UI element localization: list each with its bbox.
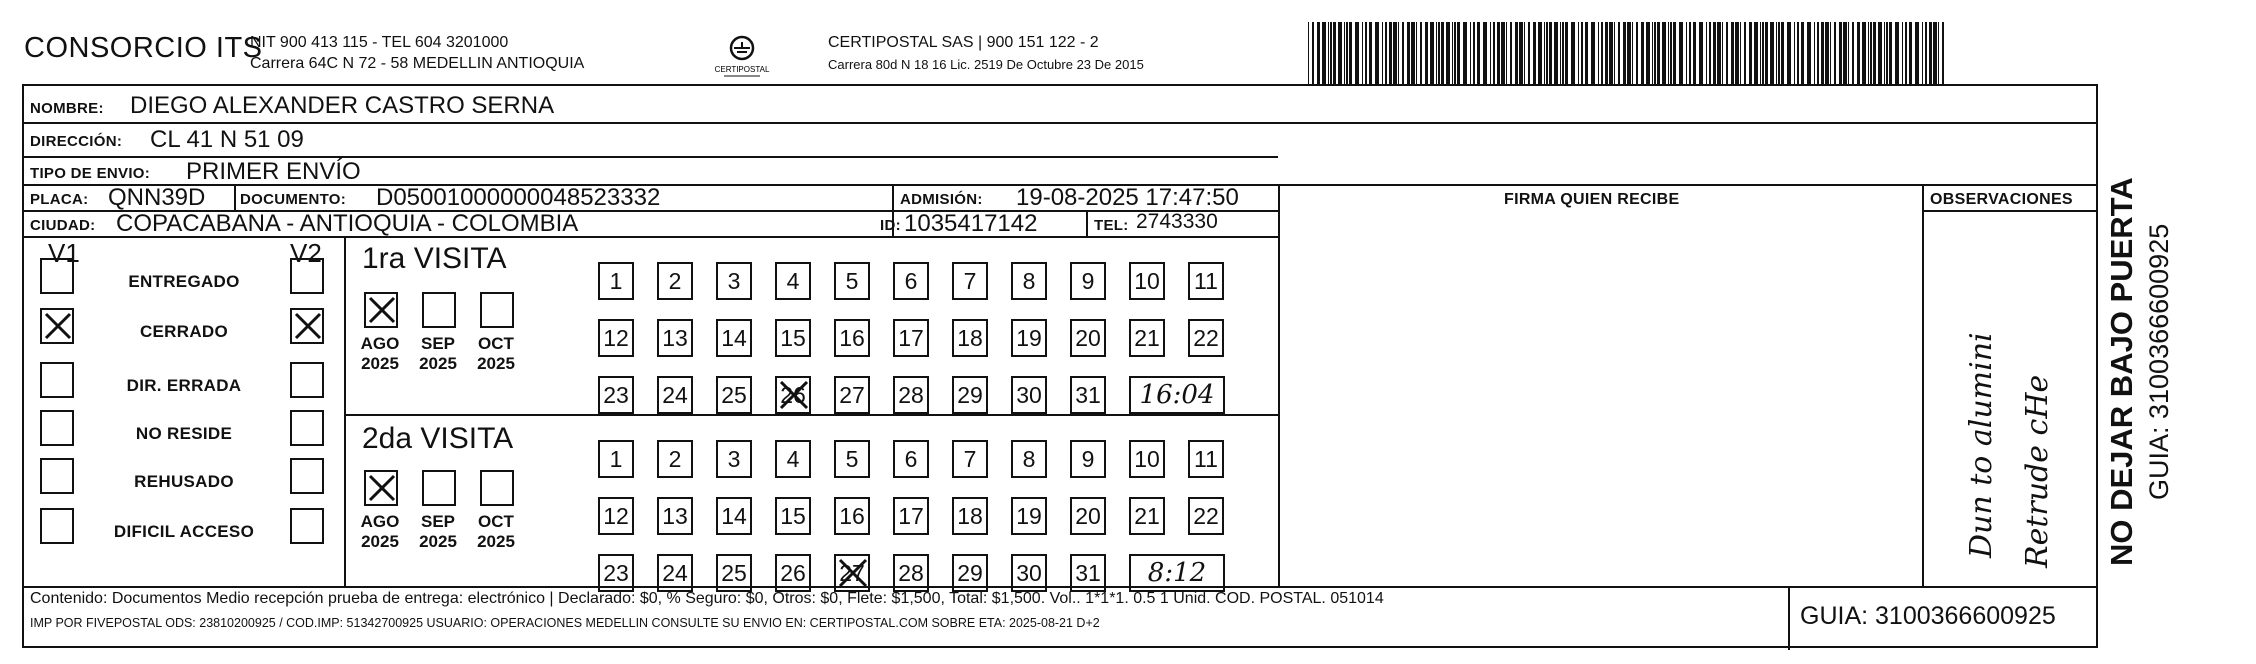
status-label: CERRADO (139, 322, 229, 341)
footer-contents: Contenido: Documentos Medio recepción prueba de entrega: electrónico | Declarado: $0, % Seguro: $0, Otros: $0, Flete: $1,500, Total: $1,500. Vol.. 1*1*1. 0.5 1 Unid. COD. POSTAL. 051014 (30, 590, 1384, 607)
day-cell[interactable]: 21 (1129, 497, 1165, 535)
x-mark-icon (836, 556, 870, 590)
day-cell[interactable]: 10 (1129, 440, 1165, 478)
month-label: AGO 2025 (360, 334, 400, 373)
status-label: REHUSADO (134, 472, 234, 491)
signature-label: FIRMA QUIEN RECIBE (1504, 191, 1680, 208)
company-address: Carrera 64C N 72 - 58 MEDELLIN ANTIOQUIA (250, 55, 585, 72)
day-cell[interactable]: 11 (1188, 262, 1224, 300)
delivery-form (22, 84, 2098, 648)
month-checkbox[interactable] (364, 292, 398, 328)
day-cell[interactable]: 26 (775, 376, 811, 414)
day-cell[interactable]: 8 (1011, 262, 1047, 300)
company-name: CONSORCIO ITS (24, 32, 263, 64)
visit-1-title: 1ra VISITA (362, 242, 507, 275)
day-cell[interactable]: 6 (893, 262, 929, 300)
day-cell[interactable]: 3 (716, 440, 752, 478)
id-number: 1035417142 (904, 210, 1038, 237)
day-cell[interactable]: 18 (952, 497, 988, 535)
day-cell[interactable]: 13 (657, 497, 693, 535)
status-v2-checkbox[interactable] (290, 308, 324, 344)
plate-label: PLACA: (30, 191, 89, 208)
tel-label: TEL: (1094, 217, 1129, 234)
status-v2-checkbox[interactable] (290, 410, 324, 446)
day-cell[interactable]: 1 (598, 262, 634, 300)
day-cell[interactable]: 4 (775, 440, 811, 478)
day-cell[interactable]: 14 (716, 497, 752, 535)
status-v2-checkbox[interactable] (290, 258, 324, 294)
day-cell[interactable]: 26 (775, 554, 811, 592)
day-cell[interactable]: 24 (657, 554, 693, 592)
day-cell[interactable]: 6 (893, 440, 929, 478)
city: COPACABANA - ANTIOQUIA - COLOMBIA (116, 210, 579, 237)
no-dejar-warning: NO DEJAR BAJO PUERTA (2104, 177, 2139, 566)
day-cell[interactable]: 13 (657, 319, 693, 357)
status-v2-checkbox[interactable] (290, 508, 324, 544)
day-cell[interactable]: 31 (1070, 554, 1106, 592)
visit-time: 8:12 (1129, 554, 1225, 592)
day-cell[interactable]: 9 (1070, 440, 1106, 478)
month-checkbox[interactable] (422, 470, 456, 506)
day-cell[interactable]: 25 (716, 376, 752, 414)
month-checkbox[interactable] (364, 470, 398, 506)
address-label: DIRECCIÓN: (30, 133, 123, 150)
certipostal-logo (714, 30, 770, 86)
admission-date: 19-08-2025 17:47:50 (1016, 184, 1239, 211)
barcode (1308, 22, 1948, 84)
v2-header: V2 (290, 238, 322, 268)
tel-number: 2743330 (1136, 210, 1218, 233)
day-cell[interactable]: 28 (893, 376, 929, 414)
x-mark-icon (366, 472, 398, 504)
day-cell[interactable]: 16 (834, 497, 870, 535)
company-nit: NIT 900 413 115 - TEL 604 3201000 (250, 34, 509, 51)
month-label: OCT 2025 (477, 512, 515, 551)
month-label: SEP 2025 (419, 512, 457, 551)
day-cell[interactable]: 19 (1011, 319, 1047, 357)
x-mark-icon (366, 294, 398, 326)
day-cell[interactable]: 5 (834, 262, 870, 300)
status-v2-checkbox[interactable] (290, 458, 324, 494)
footer-guia: GUIA: 3100366600925 (1800, 602, 2056, 630)
day-cell[interactable]: 30 (1011, 376, 1047, 414)
footer-imp: IMP POR FIVEPOSTAL ODS: 23810200925 / COD.IMP: 51342700925 USUARIO: OPERACIONES MEDELLIN CONSULTE SU ENVIO EN: CERTIPOSTAL.COM SOBRE ETA: 2025-08-21 D+2 (30, 616, 1100, 630)
status-label: DIR. ERRADA (126, 376, 242, 395)
month-checkbox[interactable] (422, 292, 456, 328)
observation-note-2: Retrude cHe (2020, 374, 2055, 568)
day-cell[interactable]: 12 (598, 319, 634, 357)
month-checkbox[interactable] (480, 470, 514, 506)
day-cell[interactable]: 16 (834, 319, 870, 357)
day-cell[interactable]: 2 (657, 440, 693, 478)
day-cell[interactable]: 5 (834, 440, 870, 478)
day-cell[interactable]: 12 (598, 497, 634, 535)
day-cell[interactable]: 14 (716, 319, 752, 357)
visit-time: 16:04 (1129, 376, 1225, 414)
recipient-address: CL 41 N 51 09 (150, 126, 304, 153)
day-cell[interactable]: 15 (775, 319, 811, 357)
recipient-name: DIEGO ALEXANDER CASTRO SERNA (130, 92, 555, 119)
observation-note-1: Dun to alumini (1964, 332, 1999, 558)
day-cell[interactable]: 28 (893, 554, 929, 592)
month-label: SEP 2025 (419, 334, 457, 373)
side-guia: GUIA: 3100366600925 (2144, 223, 2174, 500)
month-label: AGO 2025 (360, 512, 400, 551)
plate: QNN39D (108, 184, 206, 211)
city-label: CIUDAD: (30, 217, 96, 234)
status-label: ENTREGADO (128, 272, 240, 291)
status-label: DIFICIL ACCESO (113, 522, 255, 541)
shipment-type: PRIMER ENVÍO (186, 158, 361, 185)
day-cell[interactable]: 29 (952, 376, 988, 414)
status-label: NO RESIDE (135, 424, 233, 443)
document-number: D05001000000048523332 (376, 184, 661, 211)
day-cell[interactable]: 18 (952, 319, 988, 357)
month-label: OCT 2025 (477, 334, 515, 373)
day-cell[interactable]: 17 (893, 319, 929, 357)
day-cell[interactable]: 9 (1070, 262, 1106, 300)
day-cell[interactable]: 22 (1188, 319, 1224, 357)
x-mark-icon (292, 310, 324, 342)
day-cell[interactable]: 7 (952, 440, 988, 478)
day-cell[interactable]: 3 (716, 262, 752, 300)
id-label: ID: (880, 217, 901, 234)
day-cell[interactable]: 7 (952, 262, 988, 300)
day-cell[interactable]: 22 (1188, 497, 1224, 535)
status-v2-checkbox[interactable] (290, 362, 324, 398)
logo-text: CERTIPOSTAL (714, 65, 770, 74)
day-cell[interactable]: 17 (893, 497, 929, 535)
day-cell[interactable]: 15 (775, 497, 811, 535)
day-cell[interactable]: 8 (1011, 440, 1047, 478)
day-cell[interactable]: 11 (1188, 440, 1224, 478)
day-cell[interactable]: 23 (598, 376, 634, 414)
day-cell[interactable]: 30 (1011, 554, 1047, 592)
day-cell[interactable]: 1 (598, 440, 634, 478)
document-label: DOCUMENTO: (240, 191, 347, 208)
day-cell[interactable]: 20 (1070, 319, 1106, 357)
day-cell[interactable]: 2 (657, 262, 693, 300)
admission-label: ADMISIÓN: (900, 191, 983, 208)
day-cell[interactable]: 10 (1129, 262, 1165, 300)
visit-2-title: 2da VISITA (362, 422, 514, 455)
day-cell[interactable]: 25 (716, 554, 752, 592)
day-cell[interactable]: 31 (1070, 376, 1106, 414)
carrier-address: Carrera 80d N 18 16 Lic. 2519 De Octubre 23 De 2015 (828, 57, 1144, 72)
day-cell[interactable]: 23 (598, 554, 634, 592)
day-cell[interactable]: 24 (657, 376, 693, 414)
day-cell[interactable]: 19 (1011, 497, 1047, 535)
day-cell[interactable]: 27 (834, 376, 870, 414)
observations-label: OBSERVACIONES (1930, 191, 2073, 208)
day-cell[interactable]: 4 (775, 262, 811, 300)
carrier-name: CERTIPOSTAL SAS | 900 151 122 - 2 (828, 34, 1099, 51)
day-cell[interactable]: 29 (952, 554, 988, 592)
name-label: NOMBRE: (30, 100, 104, 117)
month-checkbox[interactable] (480, 292, 514, 328)
type-label: TIPO DE ENVIO: (30, 165, 151, 182)
day-cell[interactable]: 20 (1070, 497, 1106, 535)
day-cell[interactable]: 27 (834, 554, 870, 592)
day-cell[interactable]: 21 (1129, 319, 1165, 357)
x-mark-icon (777, 378, 811, 412)
v1-header: V1 (48, 238, 80, 268)
